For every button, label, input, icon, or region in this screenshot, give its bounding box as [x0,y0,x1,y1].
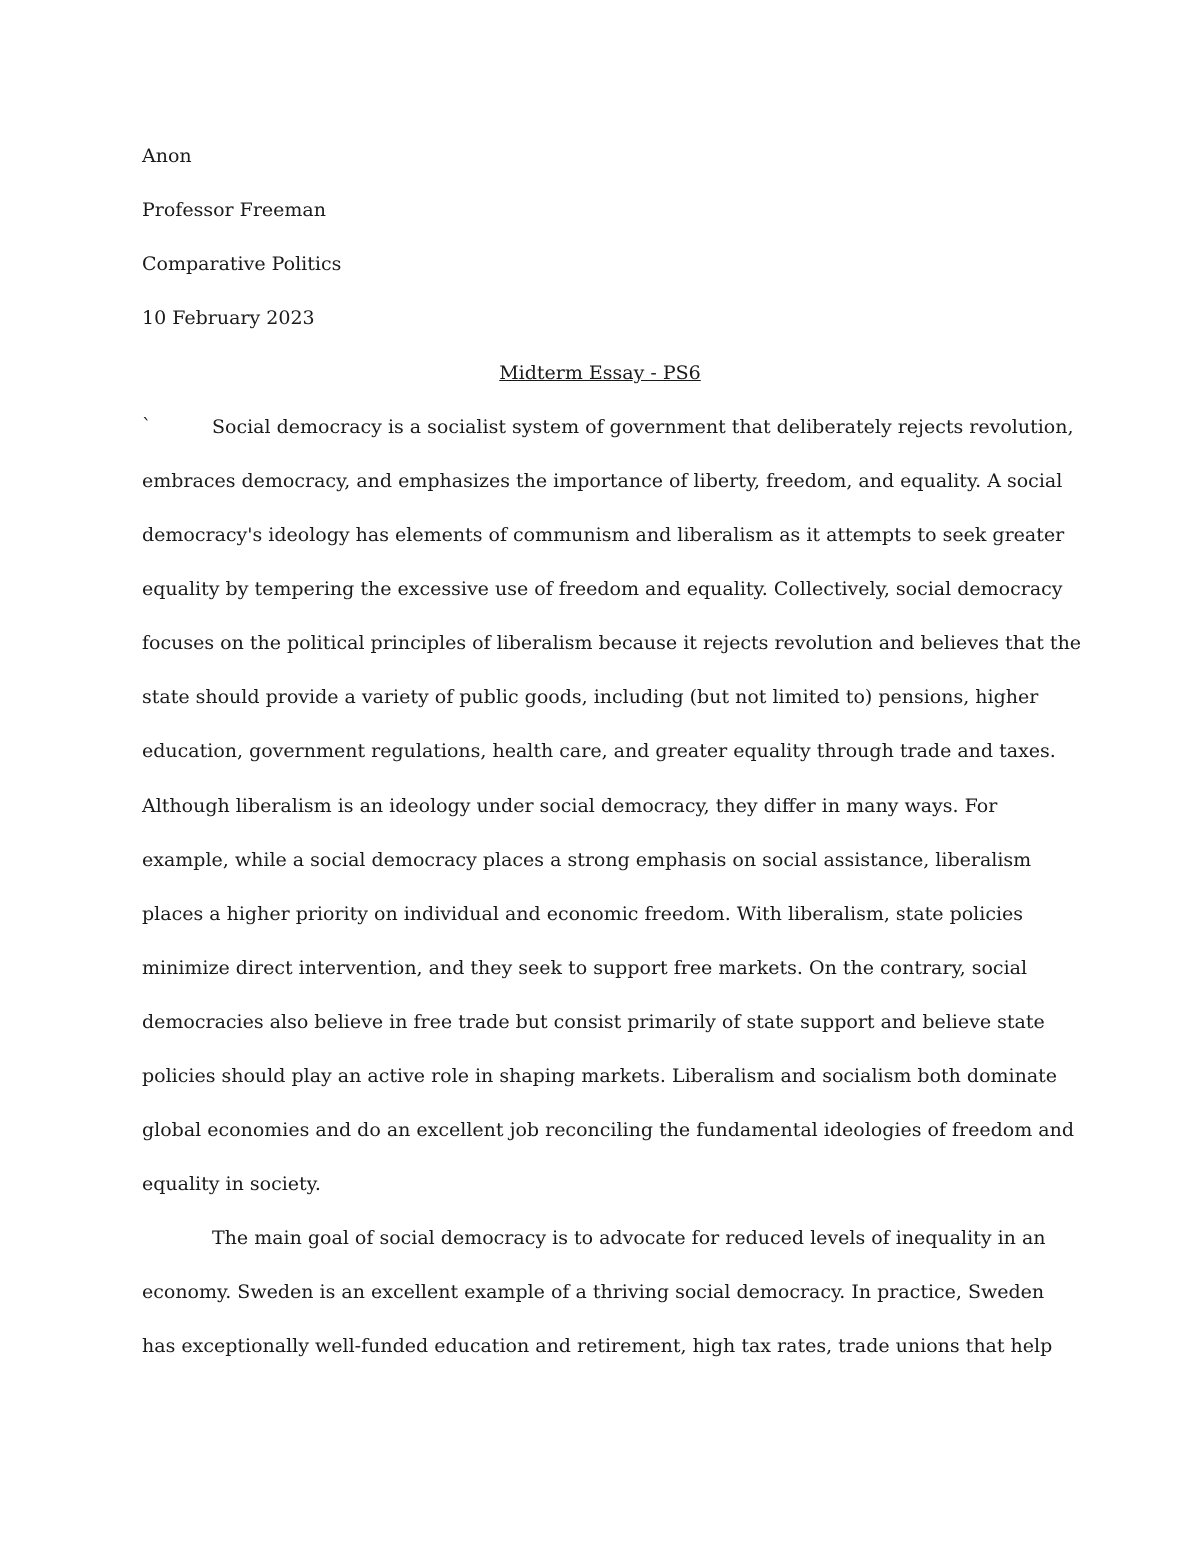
paragraph-line: democracy's ideology has elements of communism and liberalism as it attempts to seek greater [142,524,1065,546]
paragraph-line: Social democracy is a socialist system of government that deliberately rejects revolution, [212,416,1074,438]
stray-mark: ` [142,415,152,437]
paragraph-line: has exceptionally well-funded education and retirement, high tax rates, trade unions that help [142,1335,1053,1357]
essay-title: Midterm Essay - PS6 [499,362,701,384]
course-name: Comparative Politics [142,253,342,275]
paragraph-line: places a higher priority on individual and economic freedom. With liberalism, state policies [142,903,1024,925]
paragraph-line: economy. Sweden is an excellent example of a thriving social democracy. In practice, Sweden [142,1281,1045,1303]
paragraph-line: equality by tempering the excessive use of freedom and equality. Collectively, social democracy [142,578,1063,600]
paragraph-line: democracies also believe in free trade but consist primarily of state support and believe state [142,1011,1045,1033]
paragraph-line: state should provide a variety of public goods, including (but not limited to) pensions, higher [142,686,1039,708]
author-name: Anon [142,145,192,167]
paragraph-line: education, government regulations, health care, and greater equality through trade and taxes. [142,740,1056,762]
professor-name: Professor Freeman [142,199,326,221]
paragraph-line: focuses on the political principles of liberalism because it rejects revolution and believes that the [142,632,1082,654]
paragraph-line: Although liberalism is an ideology under social democracy, they differ in many ways. For [142,795,998,817]
paragraph-line: example, while a social democracy places a strong emphasis on social assistance, liberalism [142,849,1032,871]
essay-date: 10 February 2023 [142,307,315,329]
paragraph-line: global economies and do an excellent job reconciling the fundamental ideologies of freedom and [142,1119,1075,1141]
paragraph-line: embraces democracy, and emphasizes the importance of liberty, freedom, and equality. A social [142,470,1063,492]
paragraph-line: equality in society. [142,1173,321,1195]
paragraph-line: The main goal of social democracy is to advocate for reduced levels of inequality in an [212,1227,1046,1249]
paragraph-line: minimize direct intervention, and they seek to support free markets. On the contrary, social [142,957,1028,979]
paragraph-line: policies should play an active role in shaping markets. Liberalism and socialism both dominate [142,1065,1058,1087]
